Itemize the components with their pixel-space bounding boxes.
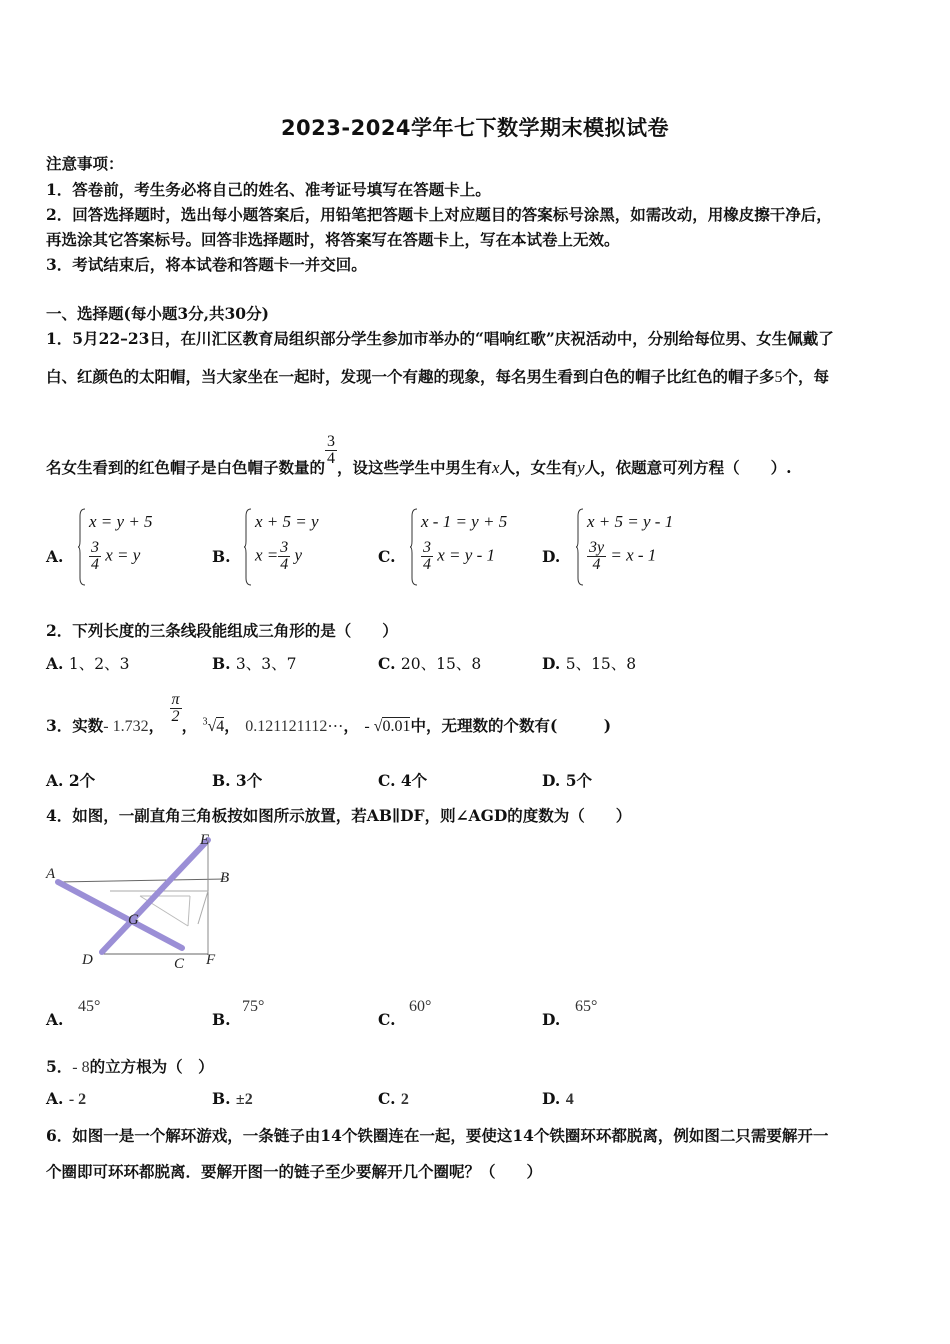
triangle-ruler-ac [58,882,182,948]
notice-item-2-line-2: 再选涂其它答案标号。回答非选择题时，将答案写在答题卡上，写在本试卷上无效。 [46,230,620,249]
q4-figure [40,826,250,976]
q1-option-b-label[interactable]: B. [212,547,231,566]
notice-item-2-line-1: 2．回答选择题时，选出每小题答案后，用铅笔把答题卡上对应题目的答案标号涂黑，如需改动，用橡皮擦干净后， [46,205,832,224]
q4-option-a-label[interactable]: A. [46,1010,64,1029]
q3-cube-root: $^3$√4 [202,716,225,735]
line-ab [58,879,225,882]
label-f: F [206,952,216,968]
q2-option-c[interactable]: C. 20、15、8 [378,654,482,673]
q5-option-b[interactable]: B. ±2 [212,1089,253,1108]
q4-option-a-value: 45° [78,998,101,1015]
q1-option-a-system[interactable]: x = y + 5 $\frac{3}{4}$ x = y [78,508,198,588]
q3-option-b[interactable]: B. 3个 [212,771,263,790]
section-heading: 一、选择题(每小题3分,共30分) [46,304,269,323]
q4-option-c-label[interactable]: C. [378,1010,396,1029]
q4-stem: 4．如图，一副直角三角板按如图所示放置，若AB∥DF，则∠AGD的度数为（ ） [46,806,632,825]
q2-stem: 2．下列长度的三条线段能组成三角形的是（ ） [46,621,398,640]
q5-option-c[interactable]: C. 2 [378,1089,409,1108]
q3-pi-fraction: $\frac{\pi}{2}$ [171,691,180,725]
q3-stem: 3．实数- 1.732， $\frac{\pi}{2}$ ， $^3$√4， 0.121121112⋯， - √0.01中，无理数的个数有( ) [46,691,612,735]
q1-option-d-system[interactable]: x + 5 = y - 1 $\frac{3y}{4}$ = x - 1 [576,508,706,588]
q1-option-d-label[interactable]: D. [542,547,561,566]
q3-option-a[interactable]: A. 2个 [46,771,96,790]
q1-option-a-label[interactable]: A. [46,547,64,566]
label-e: E [200,832,210,848]
notice-item-3: 3．考试结束后，将本试卷和答题卡一并交回。 [46,255,367,274]
q5-option-a[interactable]: A. - 2 [46,1089,87,1108]
q4-option-b-value: 75° [242,998,265,1015]
notice-heading: 注意事项： [46,154,124,173]
q1-line-2: 白、红颜色的太阳帽，当大家坐在一起时，发现一个有趣的现象，每名男生看到白色的帽子比红色的帽子多5个，每 [46,367,830,386]
label-b: B [220,870,230,886]
q2-option-b[interactable]: B. 3、3、7 [212,654,297,673]
q1-option-c-system[interactable]: x - 1 = y + 5 $\frac{3}{4}$ x = y - 1 [410,508,540,588]
q3-option-d[interactable]: D. 5个 [542,771,592,790]
triangle-edge [198,891,208,924]
q4-option-d-value: 65° [575,998,598,1015]
q4-option-b-label[interactable]: B. [212,1010,231,1029]
q2-option-d[interactable]: D. 5、15、8 [542,654,637,673]
page-title: 2023-2024学年七下数学期末模拟试卷 [280,116,670,140]
q5-option-d[interactable]: D. 4 [542,1089,574,1108]
q6-line-2: 个圈即可环环都脱离．要解开图一的链子至少要解开几个圈呢？（ ） [46,1162,543,1181]
q1-fraction: $\frac{3}{4}$ [327,433,336,467]
brace-icon [78,508,86,586]
brace-icon [410,508,418,586]
q1-number-5: 5 [774,369,783,386]
notice-item-1: 1．答卷前，考生务必将自己的姓名、准考证号填写在答题卡上。 [46,180,491,199]
q1-line-1: 1．5月22–23日，在川汇区教育局组织部分学生参加市举办的“唱响红歌”庆祝活动中，分别给每位男、女生佩戴了 [46,329,834,348]
brace-icon [244,508,252,586]
label-c: C [174,956,185,972]
label-g: G [128,912,139,928]
q1-option-c-label[interactable]: C. [378,547,396,566]
brace-icon [576,508,584,586]
q3-square-root: - √0.01 [364,717,411,735]
q1-line-3: 名女生看到的红色帽子是白色帽子数量的 $\frac{3}{4}$ ，设这些学生中男生有x人，女生有y人，依题意可列方程（ ）. [46,433,792,477]
q4-option-d-label[interactable]: D. [542,1010,561,1029]
triangle-inner-edge [188,896,190,926]
q3-option-c[interactable]: C. 4个 [378,771,428,790]
q5-stem: 5．- 8的立方根为（ ） [46,1057,214,1076]
q4-option-c-value: 60° [409,998,432,1015]
label-d: D [82,952,93,968]
q6-line-1: 6．如图一是一个解环游戏，一条链子由14个铁圈连在一起，要使这14个铁圈环环都脱离，例如图二只需要解开一 [46,1126,829,1145]
q1-option-b-system[interactable]: x + 5 = y x = $\frac{3}{4}$ y [244,508,364,588]
q2-option-a[interactable]: A. 1、2、3 [46,654,130,673]
label-a: A [46,866,56,882]
